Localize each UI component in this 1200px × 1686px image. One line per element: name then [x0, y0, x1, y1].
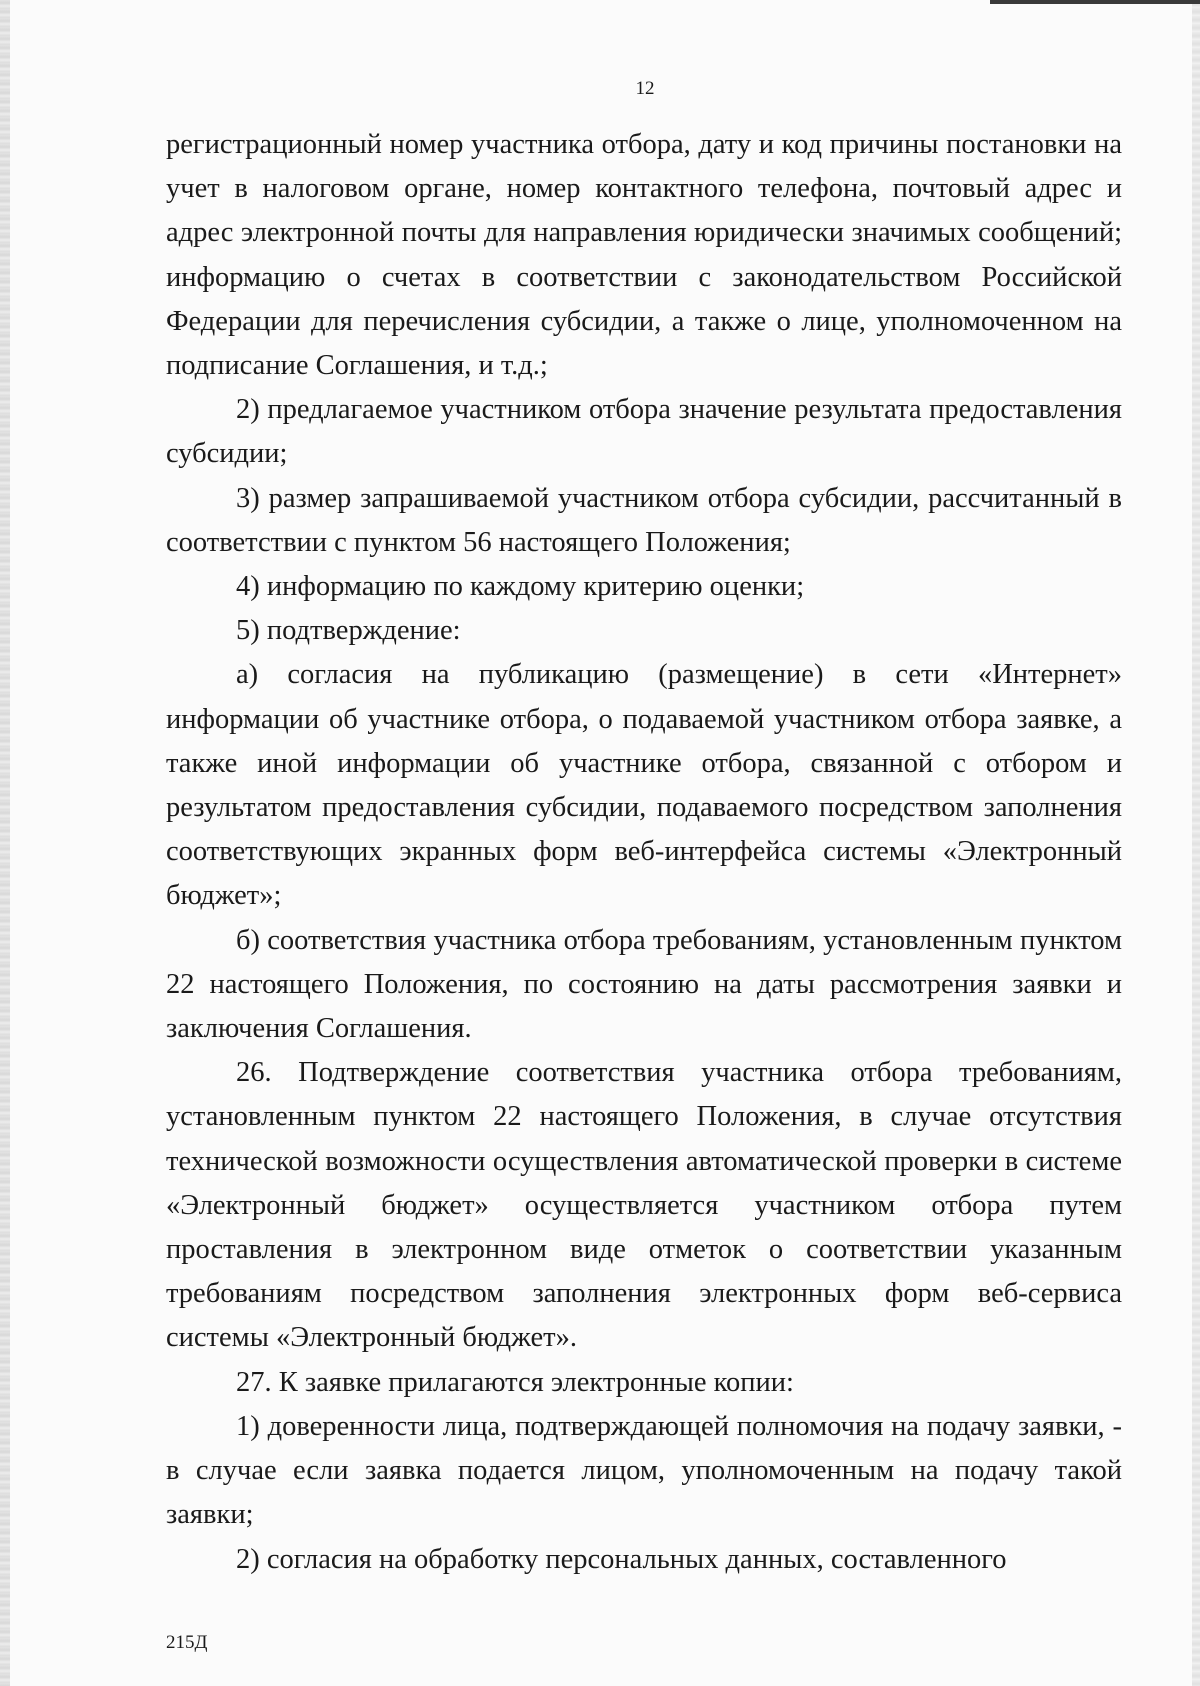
scan-edge-right: [1192, 0, 1200, 1686]
scan-edge-left: [0, 0, 10, 1686]
paragraph-subitem-b: б) соответствия участника отбора требованиям, установленным пунктом 22 настоящего Положения, по состоянию на даты рассмотрения заявки и заключения Соглашения.: [166, 924, 1122, 1045]
paragraph-item-3: 3) размер запрашиваемой участником отбора субсидии, рассчитанный в соответствии с пунктом 56 настоящего Положения;: [166, 482, 1122, 558]
paragraph-item-2: 2) предлагаемое участником отбора значение результата предоставления субсидии;: [166, 394, 1122, 470]
paragraph-continuation: регистрационный номер участника отбора, дату и код причины постановки на учет в налоговом органе, номер контактного телефона, почтовый адрес и адрес электронной почты для направления юридически значимых сообщений; информацию о счетах в соответствии с законодательством Российской Федерации для перечисления субсидии, а также о лице, уполномоченном на подписание Соглашения, и т.д.;: [166, 129, 1122, 382]
paragraph-27-item-1: 1) доверенности лица, подтверждающей полномочия на подачу заявки, - в случае если заявка подается лицом, уполномоченным на подачу такой заявки;: [166, 1410, 1122, 1531]
paragraph-subitem-a: а) согласия на публикацию (размещение) в сети «Интернет» информации об участнике отбора, о подаваемой участником отбора заявке, а также иной информации об участнике отбора, связанной с отбором и результатом предоставления субсидии, подаваемого посредством заполнения соответствующих экранных форм веб-интерфейса системы «Электронный бюджет»;: [166, 659, 1122, 912]
footer-code: 215Д: [166, 1632, 208, 1653]
paragraph-item-4: 4) информацию по каждому критерию оценки;: [236, 571, 805, 603]
top-rule: [990, 0, 1200, 4]
paragraph-27: 27. К заявке прилагаются электронные копии:: [236, 1366, 794, 1398]
page-number: 12: [635, 78, 655, 99]
paragraph-27-item-2: 2) согласия на обработку персональных данных, составленного: [236, 1543, 1007, 1575]
paragraph-item-5: 5) подтверждение:: [236, 615, 461, 647]
document-body: [166, 123, 1122, 1582]
paragraph-26: 26. Подтверждение соответствия участника отбора требованиям, установленным пунктом 22 настоящего Положения, в случае отсутствия технической возможности осуществления автоматической проверки в системе «Электронный бюджет» осуществляется участником отбора путем проставления в электронном виде отметок о соответствии указанным требованиям посредством заполнения электронных форм веб-сервиса системы «Электронный бюджет».: [166, 1057, 1122, 1354]
